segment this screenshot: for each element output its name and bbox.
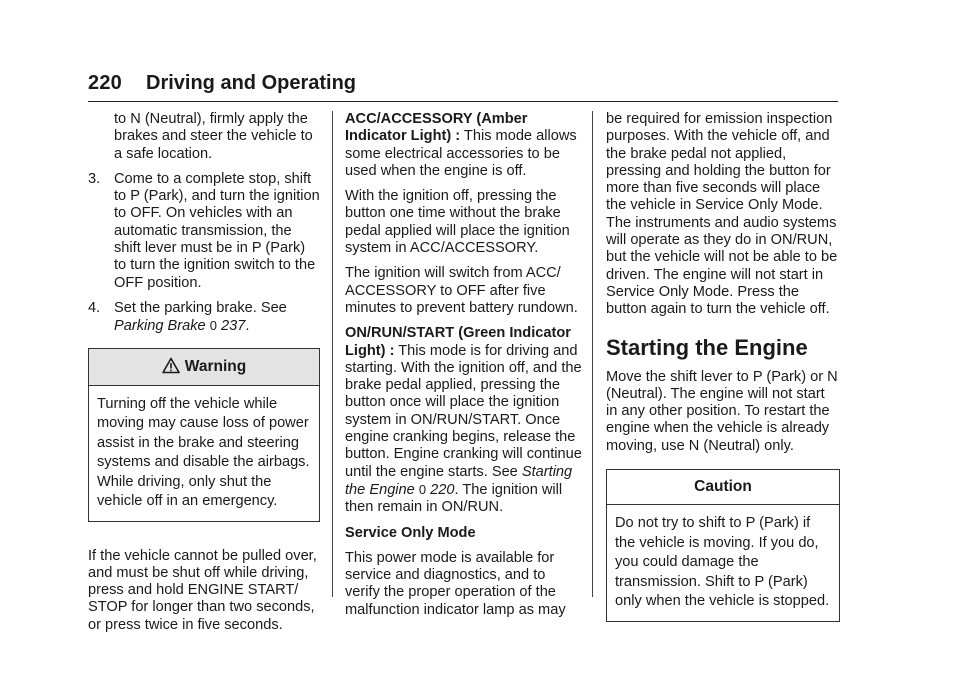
acc-label: ACC/ACCESSORY (Amber Indicator Light) : [345, 111, 528, 145]
page-reference-icon: 0 [418, 481, 427, 497]
parking-brake-link[interactable]: Parking Brake [114, 318, 206, 335]
step-4-end: . [245, 318, 250, 335]
warning-body [89, 386, 319, 521]
parking-brake-page[interactable]: 237 [221, 318, 246, 335]
step-3-number: 3. [88, 170, 101, 187]
list-item-step-4 [88, 300, 320, 336]
page-reference-icon: 0 [209, 318, 217, 334]
caution-title: Caution [694, 478, 752, 496]
step-4-text: Set the parking brake. See [114, 299, 287, 316]
page-header [88, 70, 838, 100]
warning-triangle-icon [162, 352, 180, 388]
page-number: 220 [88, 72, 122, 94]
run-paragraph [345, 325, 583, 516]
header-rule [88, 101, 838, 102]
caution-text: Do not try to shift to P (Park) if the vehicle is moving. If you do, you could damage the transmission. Shift to P (Park) only when the vehicle is stopped. [615, 515, 830, 610]
caution-body [607, 505, 839, 621]
warning-header [89, 349, 319, 386]
column-1 [88, 111, 320, 642]
run-label: ON/RUN/START (Green Indicator Light) : [345, 325, 571, 359]
acc-text: This mode allows some electrical accessories to be used when the engine is off. [345, 128, 577, 179]
acc-paragraph [345, 111, 583, 180]
column-2 [345, 111, 583, 627]
column-3 [606, 111, 840, 648]
starting-engine-paragraph: Move the shift lever to P (Park) or N (Neutral). The engine will not start in any other position. To restart the engine when the vehicle is already moving, use N (Neutral) only. [606, 368, 838, 454]
service-paragraph: This power mode is available for service and diagnostics, and to verify the proper operation of the malfunction indicator lamp as may [345, 549, 566, 618]
warning-text: Turning off the vehicle while moving may cause loss of power assist in the brake and steering systems and disable the airbags. While driving, only shut the vehicle off in an emergency. [97, 395, 310, 510]
column-divider-1 [332, 111, 333, 597]
list-item-step-3 [88, 171, 320, 292]
caution-box [606, 469, 840, 622]
warning-box [88, 348, 320, 522]
step-2-continued: to N (Neutral), firmly apply the brakes and steer the vehicle to a safe location. [114, 111, 313, 162]
run-text: This mode is for driving and starting. With the ignition off, and the brake pedal applied, pressing the button once will place the ignition system in ON/RUN/START. Once engine cranking begins, release the button. Engine cranking will continue until the engine starts. See [345, 342, 582, 480]
acc-paragraph-2: With the ignition off, pressing the button one time without the brake pedal applied will place the ignition system in ACC/ACCESSORY. [345, 188, 570, 257]
service-continued: be required for emission inspection purposes. With the vehicle off, and the brake pedal not applied, pressing and holding the button for more than five seconds will place the vehicle in Service Only Mode. The instruments and audio systems will operate as they do in ON/RUN, but the vehicle will not be able to be driven. The engine will not start in Service Only Mode. Press the button again to turn the vehicle off. [606, 111, 838, 318]
warning-title: Warning [184, 357, 247, 375]
caution-header [607, 470, 839, 505]
step-4-body [114, 300, 287, 336]
starting-engine-link[interactable]: Starting the Engine [345, 463, 573, 498]
step-3-text: Come to a complete stop, shift to P (Park), and turn the ignition to OFF. On vehicles with an automatic transmission, the shift lever must be in P (Park) to turn the ignition switch to the OFF position. [114, 170, 320, 291]
column-divider-2 [592, 111, 593, 597]
after-warning-paragraph: If the vehicle cannot be pulled over, and must be shut off while driving, press and hold ENGINE START/ STOP for longer than two seconds, or press twice in five seconds. [88, 547, 317, 633]
starting-engine-heading: Starting the Engine [606, 334, 808, 360]
step-4-number: 4. [88, 299, 101, 316]
service-heading: Service Only Mode [345, 524, 476, 541]
run-end: . The ignition will then remain in ON/RUN. [345, 481, 563, 516]
starting-engine-page[interactable]: 220 [430, 481, 455, 498]
acc-paragraph-3: The ignition will switch from ACC/ ACCESSORY to OFF after five minutes to prevent battery rundown. [345, 265, 578, 316]
section-title: Driving and Operating [146, 72, 357, 94]
